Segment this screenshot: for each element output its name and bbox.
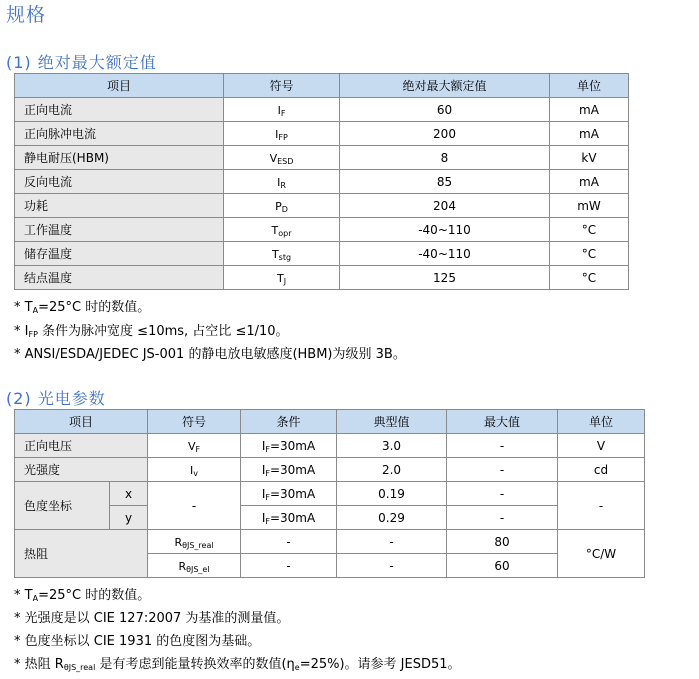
value-cell: 200 xyxy=(340,122,550,146)
unit-cell: kV xyxy=(550,146,629,170)
unit-cell: °C xyxy=(550,266,629,290)
symbol-cell: - xyxy=(148,482,241,530)
row-label: 正向脉冲电流 xyxy=(15,122,224,146)
header-typical: 典型值 xyxy=(337,410,447,434)
row-label: 工作温度 xyxy=(15,218,224,242)
unit-cell: °C xyxy=(550,242,629,266)
value-cell: 85 xyxy=(340,170,550,194)
table-row xyxy=(15,194,629,218)
ratings-body xyxy=(15,98,629,290)
row-label: 色度坐标 xyxy=(15,482,110,530)
section-1-title: (1) 绝对最大额定值 xyxy=(6,53,157,72)
symbol-cell: $V_F$ xyxy=(148,434,241,458)
max-cell: - xyxy=(447,458,558,482)
max-cell: 60 xyxy=(447,554,558,578)
unit-cell: mA xyxy=(550,98,629,122)
value-cell: -40~110 xyxy=(340,218,550,242)
value-cell: -40~110 xyxy=(340,242,550,266)
note-2-4: * 热阻 $R_{\theta JS\_real}$ 是有考虑到能量转换效率的数值$(\eta_e=25\%)$。请参考 JESD51。 xyxy=(14,657,461,672)
typical-cell: 0.19 xyxy=(337,482,447,506)
typical-cell: 3.0 xyxy=(337,434,447,458)
max-cell: - xyxy=(447,434,558,458)
table-row xyxy=(15,242,629,266)
note-1-2: * $I_{FP}$ 条件为脉冲宽度 ≤10ms, 占空比 ≤1/10。 xyxy=(14,324,289,339)
unit-cell: - xyxy=(558,482,645,530)
header-symbol: 符号 xyxy=(148,410,241,434)
header-max: 最大值 xyxy=(447,410,558,434)
row-label: 反向电流 xyxy=(15,170,224,194)
row-label: 储存温度 xyxy=(15,242,224,266)
header-unit: 单位 xyxy=(558,410,645,434)
table-row xyxy=(15,170,629,194)
row-label: 正向电流 xyxy=(15,98,224,122)
unit-cell: mW xyxy=(550,194,629,218)
value-cell: 125 xyxy=(340,266,550,290)
note-1-3: * ANSI/ESDA/JEDEC JS-001 的静电放电敏感度(HBM)为级别 3B。 xyxy=(14,347,406,362)
symbol-cell: $R_{\theta JS\_real}$ xyxy=(148,530,241,554)
row-label: 功耗 xyxy=(15,194,224,218)
table-row xyxy=(15,266,629,290)
optical-electrical-table xyxy=(14,409,645,578)
table-row xyxy=(15,506,645,530)
table-row xyxy=(15,458,645,482)
note-1-1: * $T_A=25^\circ C$ 时的数值。 xyxy=(14,300,151,315)
condition-cell: - xyxy=(241,530,337,554)
max-cell: - xyxy=(447,482,558,506)
symbol-cell: $P_D$ xyxy=(224,194,340,218)
max-cell: - xyxy=(447,506,558,530)
typical-cell: 0.29 xyxy=(337,506,447,530)
note-2-1: * $T_A=25^\circ C$ 时的数值。 xyxy=(14,588,151,603)
header-unit: 单位 xyxy=(550,74,629,98)
value-cell: 8 xyxy=(340,146,550,170)
max-cell: 80 xyxy=(447,530,558,554)
condition-cell: $I_F=30mA$ xyxy=(241,506,337,530)
typical-cell: 2.0 xyxy=(337,458,447,482)
symbol-cell: $R_{\theta JS\_el}$ xyxy=(148,554,241,578)
condition-cell: $I_F=30mA$ xyxy=(241,482,337,506)
symbol-cell: $I_{FP}$ xyxy=(224,122,340,146)
symbol-cell: $I_F$ xyxy=(224,98,340,122)
table-header-row xyxy=(15,74,629,98)
symbol-cell: $I_R$ xyxy=(224,170,340,194)
value-cell: 204 xyxy=(340,194,550,218)
table-row xyxy=(15,530,645,554)
value-cell: 60 xyxy=(340,98,550,122)
condition-cell: - xyxy=(241,554,337,578)
note-2-2: * 光强度是以 CIE 127:2007 为基准的测量值。 xyxy=(14,611,290,626)
unit-cell: °C/W xyxy=(558,530,645,578)
row-label: 热阻 xyxy=(15,530,148,578)
table-row xyxy=(15,434,645,458)
symbol-cell: $T_{opr}$ xyxy=(224,218,340,242)
row-label: 静电耐压(HBM) xyxy=(15,146,224,170)
unit-cell: °C xyxy=(550,218,629,242)
header-rating: 绝对最大额定值 xyxy=(340,74,550,98)
condition-cell: $I_F=30mA$ xyxy=(241,458,337,482)
header-condition: 条件 xyxy=(241,410,337,434)
header-item: 项目 xyxy=(15,74,224,98)
row-label: 正向电压 xyxy=(15,434,148,458)
header-item: 项目 xyxy=(15,410,148,434)
unit-cell: mA xyxy=(550,122,629,146)
section-2-title: (2) 光电参数 xyxy=(6,389,106,408)
header-symbol: 符号 xyxy=(224,74,340,98)
typical-cell: - xyxy=(337,530,447,554)
note-2-3: * 色度坐标以 CIE 1931 的色度图为基础。 xyxy=(14,634,261,649)
page-title: 规格 xyxy=(6,4,47,26)
unit-cell: cd xyxy=(558,458,645,482)
table-row xyxy=(15,98,629,122)
symbol-cell: $T_J$ xyxy=(224,266,340,290)
table-row xyxy=(15,146,629,170)
table-header-row xyxy=(15,410,645,434)
unit-cell: V xyxy=(558,434,645,458)
condition-cell: $I_F=30mA$ xyxy=(241,434,337,458)
table-row xyxy=(15,218,629,242)
sub-label: y xyxy=(110,506,148,530)
symbol-cell: $T_{stg}$ xyxy=(224,242,340,266)
table-row xyxy=(15,122,629,146)
symbol-cell: $V_{ESD}$ xyxy=(224,146,340,170)
sub-label: x xyxy=(110,482,148,506)
unit-cell: mA xyxy=(550,170,629,194)
symbol-cell: $I_v$ xyxy=(148,458,241,482)
typical-cell: - xyxy=(337,554,447,578)
row-label: 光强度 xyxy=(15,458,148,482)
absolute-max-ratings-table xyxy=(14,73,629,290)
table-row xyxy=(15,482,645,506)
row-label: 结点温度 xyxy=(15,266,224,290)
